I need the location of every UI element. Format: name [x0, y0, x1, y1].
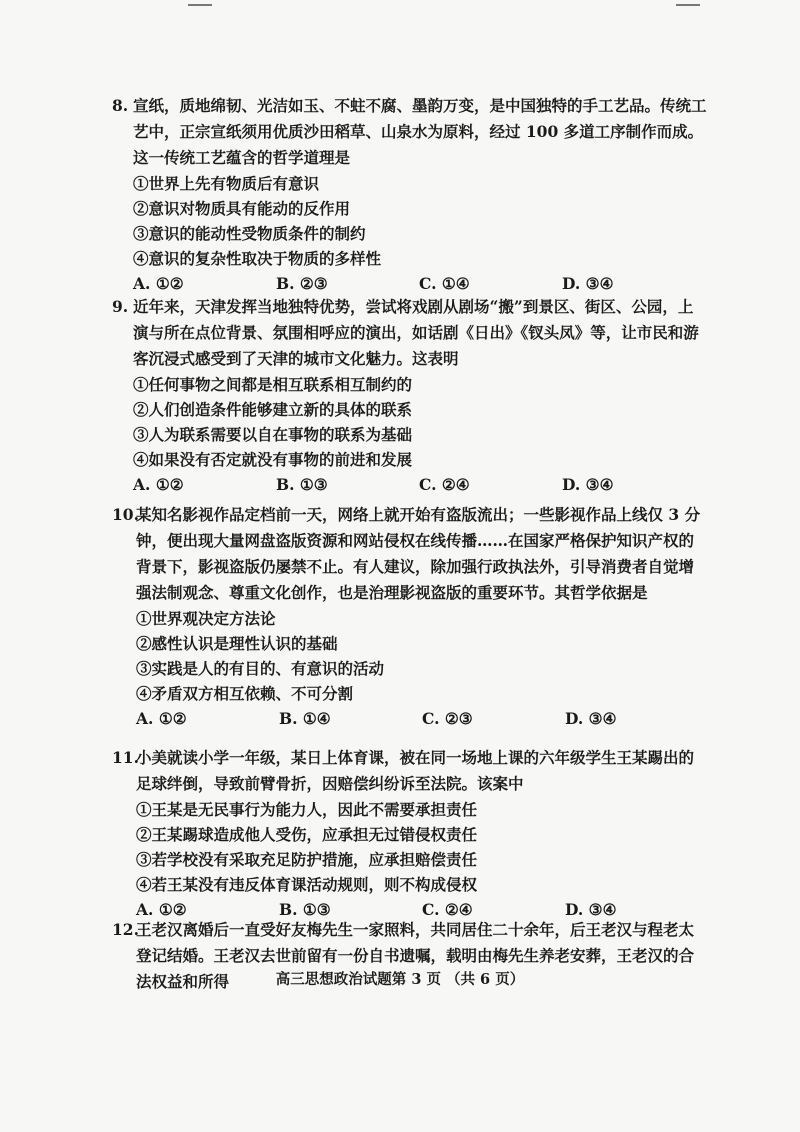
choice-a: A. ①② [136, 709, 187, 728]
choice-d: D. ③④ [562, 274, 614, 293]
option-1: ①世界上先有物质后有意识 [133, 174, 320, 193]
choice-d: D. ③④ [562, 475, 614, 494]
question-stem [112, 294, 708, 372]
stem-text: 近年来，天津发挥当地独特优势，尝试将戏剧从剧场“搬”到景区、街区、公园，上演与所在点位背景、氛围相呼应的演出，如话剧《日出》《钗头凤》等，让市民和游客沉浸式感受到了天津的城市文化魅力。这表明 [133, 297, 699, 368]
page-footer: 高三思想政治试题第 3 页 （共 6 页） [275, 971, 525, 988]
option-2: ②感性认识是理性认识的基础 [136, 634, 338, 653]
question-number: 10. [112, 505, 139, 524]
answer-choices [112, 271, 708, 296]
option-4: ④意识的复杂性取决于物质的多样性 [133, 249, 382, 268]
option-1: ①世界观决定方法论 [136, 609, 276, 628]
option-4: ④矛盾双方相互依赖、不可分割 [136, 684, 354, 703]
question-stem [112, 502, 708, 606]
stem-text: 宣纸，质地绵韧、光洁如玉、不蛀不腐、墨韵万变，是中国独特的手工艺品。传统工艺中，正宗宣纸须用优质沙田稻草、山泉水为原料，经过 100 多道工序制作而成。这一传统工艺蕴含的哲学道理是 [133, 96, 707, 167]
option-1: ①王某是无民事行为能力人，因此不需要承担责任 [136, 800, 478, 819]
choice-c: C. ①④ [419, 274, 470, 293]
option-3: ③意识的能动性受物质条件的制约 [133, 224, 366, 243]
option-2: ②意识对物质具有能动的反作用 [133, 199, 351, 218]
choice-b: B. ①④ [279, 709, 331, 728]
stem-text: 小美就读小学一年级，某日上体育课，被在同一场地上课的六年级学生王某踢出的足球绊倒，导致前臂骨折，因赔偿纠纷诉至法院。该案中 [136, 748, 695, 793]
choice-b: B. ①③ [276, 475, 328, 494]
option-2: ②王某踢球造成他人受伤，应承担无过错侵权责任 [136, 825, 478, 844]
choice-c: C. ②④ [419, 475, 470, 494]
choice-d: D. ③④ [565, 900, 617, 919]
answer-choices [112, 706, 708, 731]
choice-b: B. ②③ [276, 274, 328, 293]
option-3: ③人为联系需要以自在事物的联系为基础 [133, 425, 413, 444]
question-stem [112, 93, 708, 171]
question-number: 12. [112, 920, 139, 939]
question-number: 11. [112, 748, 139, 767]
answer-choices [112, 472, 708, 497]
question-11 [112, 745, 708, 922]
option-2: ②人们创造条件能够建立新的具体的联系 [133, 400, 413, 419]
option-1: ①任何事物之间都是相互联系相互制约的 [133, 375, 413, 394]
question-number: 8. [112, 96, 129, 115]
question-number: 9. [112, 297, 129, 316]
option-4: ④若王某没有违反体育课活动规则，则不构成侵权 [136, 875, 478, 894]
question-8 [112, 93, 708, 296]
option-3: ③若学校没有采取充足防护措施，应承担赔偿责任 [136, 850, 478, 869]
option-3: ③实践是人的有目的、有意识的活动 [136, 659, 385, 678]
choice-c: C. ②④ [422, 900, 473, 919]
question-9 [112, 294, 708, 497]
stem-text: 某知名影视作品定档前一天，网络上就开始有盗版流出；一些影视作品上线仅 3 分钟，便出现大量网盘盗版资源和网站侵权在线传播……在国家严格保护知识产权的背景下，影视盗版仍屡禁不止。有人建议，除加强行政执法外，引导消费者自觉增强法制观念、尊重文化创作，也是治理影视盗版的重要环节。其哲学依据是 [136, 505, 701, 602]
choice-a: A. ①② [133, 274, 184, 293]
question-stem [112, 745, 708, 797]
choice-d: D. ③④ [565, 709, 617, 728]
stem-text: 王老汉离婚后一直受好友梅先生一家照料，共同居住二十余年，后王老汉与程老太登记结婚。王老汉去世前留有一份自书遗嘱，载明由梅先生养老安葬，王老汉的合法权益和所得 [136, 920, 695, 991]
option-4: ④如果没有否定就没有事物的前进和发展 [133, 450, 413, 469]
question-10 [112, 502, 708, 731]
choice-a: A. ①② [136, 900, 187, 919]
choice-a: A. ①② [133, 475, 184, 494]
choice-b: B. ①③ [279, 900, 331, 919]
choice-c: C. ②③ [422, 709, 473, 728]
